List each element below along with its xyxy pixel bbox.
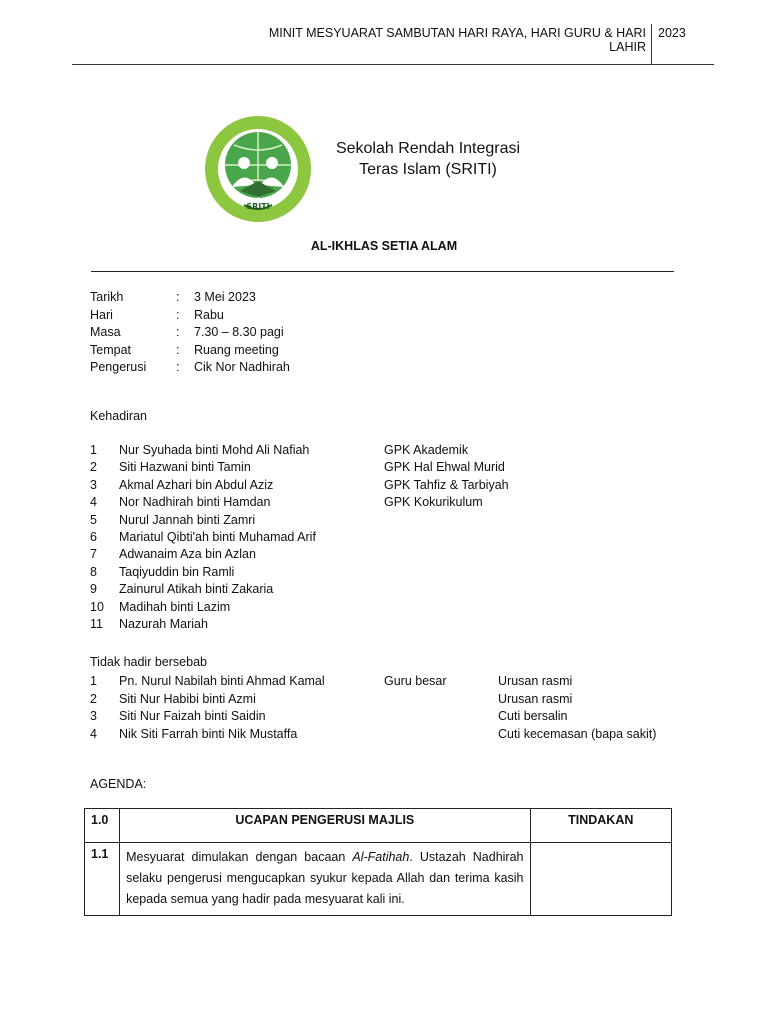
info-value: Ruang meeting [194,342,279,357]
agenda-text-before: Mesyuarat dimulakan dengan bacaan [126,850,353,864]
attendee-role: GPK Kokurikulum [384,495,483,510]
attendee-name: Akmal Azhari bin Abdul Aziz [119,477,274,492]
info-key: Tempat [90,342,131,357]
agenda-text-after: . Ustazah Nadhirah selaku pengerusi mengucapkan syukur kepada Allah dan terima kasih kepada semua yang hadir pada mesyuarat kali ini. [126,850,524,906]
absentee-name: Siti Nur Faizah binti Saidin [119,709,266,723]
attendee-role: GPK Tahfiz & Tarbiyah [384,477,509,492]
school-name-line2: Teras Islam (SRITI) [359,161,497,178]
attendee-name: Nur Syuhada binti Mohd Ali Nafiah [119,443,310,457]
info-value: Rabu [194,307,224,322]
attendee-name: Taqiyuddin bin Ramli [119,564,235,579]
organization-underline [91,271,674,272]
absentee-role: Guru besar [384,674,447,688]
header-divider-vertical [651,24,652,64]
absent-row [90,709,690,726]
absent-row [90,727,690,744]
attendance-row [90,460,690,477]
info-value: 7.30 – 8.30 pagi [194,325,284,339]
info-separator: : [176,360,180,374]
agenda-header-number: 1.0 [85,809,120,843]
absentee-name: Pn. Nurul Nabilah binti Ahmad Kamal [119,674,325,688]
info-key: Hari [90,307,113,322]
school-name-line1: Sekolah Rendah Integrasi [335,140,521,157]
document-header-title: MINIT MESYUARAT SAMBUTAN HARI RAYA, HARI GURU & HARI LAHIR [268,26,646,54]
info-key: Tarikh [90,290,124,304]
header-divider-horizontal [72,64,714,65]
absentee-number: 1 [90,674,97,688]
attendee-number: 4 [90,495,97,510]
school-name [320,138,536,180]
organization-name: AL-IKHLAS SETIA ALAM [310,239,458,253]
attendee-name: Nurul Jannah binti Zamri [119,512,256,527]
agenda-row [85,843,672,916]
absentee-reason: Urusan rasmi [498,691,573,706]
attendee-name: Madihah binti Lazim [119,599,231,614]
attendee-number: 3 [90,477,97,492]
agenda-row-number: 1.1 [85,843,120,916]
agenda-heading: AGENDA: [90,777,147,791]
attendance-row [90,582,690,599]
absentee-reason: Urusan rasmi [498,674,573,688]
attendance-row [90,495,690,512]
info-value: Cik Nor Nadhirah [194,360,290,374]
agenda-table [84,808,672,916]
attendee-name: Zainurul Atikah binti Zakaria [119,582,274,597]
logo-text: SRITI [246,202,270,211]
absentee-name: Nik Siti Farrah binti Nik Mustaffa [119,726,298,741]
absentee-number: 3 [90,709,97,723]
absentee-name: Siti Nur Habibi binti Azmi [119,691,256,706]
info-separator: : [176,307,180,322]
attendee-name: Mariatul Qibti'ah binti Muhamad Arif [119,530,316,544]
info-value: 3 Mei 2023 [194,290,256,304]
attendee-number: 10 [90,599,104,614]
attendee-number: 1 [90,443,97,457]
document-header-year: 2023 [658,26,686,40]
info-key: Pengerusi [90,360,147,374]
absent-heading: Tidak hadir bersebab [90,655,207,669]
agenda-text-italic: Al-Fatihah [352,850,410,864]
info-key: Masa [90,325,121,339]
attendance-row [90,443,690,460]
attendee-name: Nazurah Mariah [119,617,208,631]
absent-row [90,692,690,709]
agenda-row-text [120,843,530,916]
absent-row [90,674,690,691]
attendee-number: 6 [90,530,97,544]
absentee-number: 2 [90,691,97,706]
agenda-table-header [85,809,672,843]
attendance-row [90,600,690,617]
info-separator: : [176,290,180,304]
info-separator: : [176,325,180,339]
attendee-role: GPK Akademik [384,443,469,457]
attendee-number: 7 [90,547,97,562]
attendee-name: Adwanaim Aza bin Azlan [119,547,256,562]
attendance-row [90,478,690,495]
agenda-header-title: UCAPAN PENGERUSI MAJLIS [120,809,530,843]
attendee-role: GPK Hal Ehwal Murid [384,460,505,475]
attendee-number: 9 [90,582,97,597]
attendance-row [90,513,690,530]
attendance-row [90,617,690,634]
attendance-row [90,547,690,564]
attendee-number: 11 [90,617,103,631]
agenda-row-action [530,843,672,916]
school-logo [204,115,312,223]
attendance-row [90,530,690,547]
absentee-reason: Cuti bersalin [498,709,568,723]
attendance-row [90,565,690,582]
attendee-number: 8 [90,564,97,579]
agenda-header-action: TINDAKAN [530,809,672,843]
attendance-heading: Kehadiran [90,409,147,423]
absentee-reason: Cuti kecemasan (bapa sakit) [498,726,657,741]
attendee-number: 2 [90,460,97,475]
attendee-number: 5 [90,512,97,527]
info-separator: : [176,342,180,357]
absentee-number: 4 [90,726,97,741]
attendee-name: Nor Nadhirah binti Hamdan [119,495,271,510]
attendee-name: Siti Hazwani binti Tamin [119,460,251,475]
